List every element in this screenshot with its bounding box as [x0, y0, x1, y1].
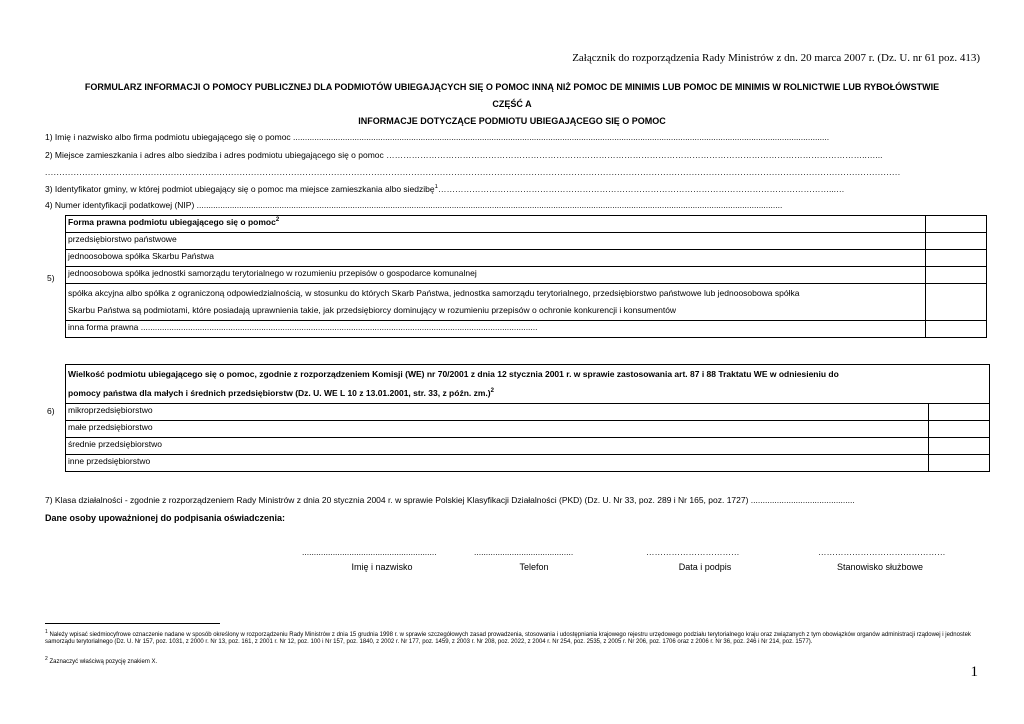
company-size-checkbox[interactable] [929, 437, 990, 454]
signature-date-field[interactable]: …………………………… [646, 547, 740, 557]
footnote-2: $^2$ Zaznaczyć właściwą pozycję znakiem X. [45, 656, 158, 665]
signature-position-field[interactable]: ……………………………………… [818, 547, 946, 557]
company-size-option: średnie przedsiębiorstwo [66, 437, 929, 454]
legal-form-checkbox[interactable] [926, 321, 987, 338]
field-3-dots: …………………………………………………………………………………………………………………………...… [437, 184, 845, 194]
signature-phone-field[interactable]: .......................................... [474, 547, 574, 557]
signature-name-label: Imię i nazwisko [351, 562, 413, 572]
page-number: 1 [970, 664, 978, 680]
part-label: CZĘŚĆ A [492, 99, 532, 109]
legal-form-table [65, 215, 987, 338]
signature-name-field[interactable]: ......................................................... [302, 547, 437, 557]
company-size-checkbox[interactable] [929, 420, 990, 437]
legal-form-checkbox[interactable] [926, 250, 987, 267]
section-6-number: 6) [47, 406, 55, 416]
legal-form-option: jednoosobowa spółka Skarbu Państwa [66, 250, 926, 267]
footnote-divider [45, 623, 220, 624]
form-title: FORMULARZ INFORMACJI O POMOCY PUBLICZNEJ DLA PODMIOTÓW UBIEGAJĄCYCH SIĘ O POMOC INNĄ NIŻ POMOC DE MINIMIS LUB POMOC DE MINIMIS W ROLNICTWIE LUB RYBOŁÓWSTWIE [84, 82, 940, 92]
legal-form-checkbox[interactable] [926, 233, 987, 250]
company-size-option: mikroprzedsiębiorstwo [66, 403, 929, 420]
company-size-table [65, 364, 990, 472]
legal-form-header-box [926, 216, 987, 233]
part-title: INFORMACJE DOTYCZĄCE PODMIOTU UBIEGAJĄCEGO SIĘ O POMOC [358, 116, 666, 126]
legal-form-header: Forma prawna podmiotu ubiegającego się o pomoc$^2$ [66, 216, 926, 233]
legal-form-checkbox[interactable] [926, 267, 987, 284]
field-3-label: 3) Identyfikator gminy, w której podmiot ubiegający się o pomoc ma miejsce zamieszkania albo siedzibę [45, 184, 435, 194]
signature-phone-label: Telefon [519, 562, 549, 572]
field-4-nip[interactable]: 4) Numer identyfikacji podatkowej (NIP) ........................................................................................................................................................................................................................................................ [45, 200, 783, 210]
section-5-number: 5) [47, 273, 55, 283]
legal-form-option: jednoosobowa spółka jednostki samorządu terytorialnego w rozumieniu przepisów o gospodarce komunalnej [66, 267, 926, 284]
legal-form-checkbox[interactable] [926, 284, 987, 321]
signature-position-label: Stanowisko służbowe [836, 562, 924, 572]
authorized-person-heading: Dane osoby upoważnionej do podpisania oświadczenia: [45, 513, 286, 523]
legal-form-option: inna forma prawna ........................................................................................................................................................................ [66, 321, 926, 338]
footnote-1: $^1$ Należy wpisać siedmiocyfrowe oznaczenie nadane w sposób określony w rozporządzeniu Rady Ministrów z dnia 15 grudnia 1998 r. w sprawie szczegółowych zasad prowadzenia, stosowania i udostępniania krajowego rejestru urzędowego podziału terytorialnego kraju oraz związanych z tym obowiązków organów administracji rządowej i jednostek samorządu terytorialnego (Dz. U. Nr 157, poz. 1031, z 2000 r. Nr 13, poz. 161, z 2001 r. Nr 12, poz. 100 i Nr 157, poz. 1840, z 2002 r. Nr 177, poz. 1459, z 2003 r. Nr 208, poz. 2022, z 2004 r. Nr 254, poz. 2535, z 2005 r. Nr 206, poz. 1706 oraz z 2006 r. Nr 36, poz. 246 i Nr 214, poz. 1577). [45, 629, 971, 645]
company-size-header: Wielkość podmiotu ubiegającego się o pomoc, zgodnie z rozporządzeniem Komisji (WE) nr 70/2001 z dnia 12 stycznia 2001 r. w sprawie zastosowania art. 87 i 88 Traktatu WE w odniesieniu do pomocy państwa dla małych i średnich przedsiębiorstw (Dz. U. WE L 10 z 13.01.2001, str. 33, z późn. zm.)$^2$ [66, 365, 990, 404]
legal-form-option: przedsiębiorstwo państwowe [66, 233, 926, 250]
field-1-name[interactable]: 1) Imię i nazwisko albo firma podmiotu ubiegającego się o pomoc ................................................................................................................................................................................................................................... [45, 132, 830, 142]
company-size-option: małe przedsiębiorstwo [66, 420, 929, 437]
field-3-municipality[interactable] [45, 184, 965, 194]
annex-reference: Załącznik do rozporządzenia Rady Ministrów z dn. 20 marca 2007 r. (Dz. U. nr 61 poz. 413) [572, 52, 980, 64]
field-2-continuation[interactable]: ........................................................................................................................................................................................................................................................................................................... [45, 167, 901, 177]
company-size-checkbox[interactable] [929, 454, 990, 471]
field-2-address[interactable]: 2) Miejsce zamieszkania i adres albo siedziba i adres podmiotu ubiegającego się o pomoc ……………………………………………………………………………………………………………………………………………………..…... [45, 150, 883, 160]
company-size-checkbox[interactable] [929, 403, 990, 420]
signature-date-label: Data i podpis [678, 562, 732, 572]
legal-form-option: spółka akcyjna albo spółka z ograniczoną odpowiedzialnością, w stosunku do których Skarb Państwa, jednostka samorządu terytorialnego, przedsiębiorstwo państwowe lub jednoosobowa spółka Skarbu Państwa są podmiotami, które posiadają uprawnienia takie, jak przedsiębiorcy dominujący w rozumieniu przepisów o ochronie konkurencji i konsumentów [66, 284, 926, 321]
company-size-option: inne przedsiębiorstwo [66, 454, 929, 471]
field-7-pkd[interactable]: 7) Klasa działalności - zgodnie z rozporządzeniem Rady Ministrów z dnia 20 stycznia 2004 r. w sprawie Polskiej Klasyfikacji Działalności (PKD) (Dz. U. Nr 33, poz. 289 i Nr 165, poz. 1727) ............................................ [45, 495, 855, 505]
footnote-ref-1: 1 [434, 184, 438, 191]
